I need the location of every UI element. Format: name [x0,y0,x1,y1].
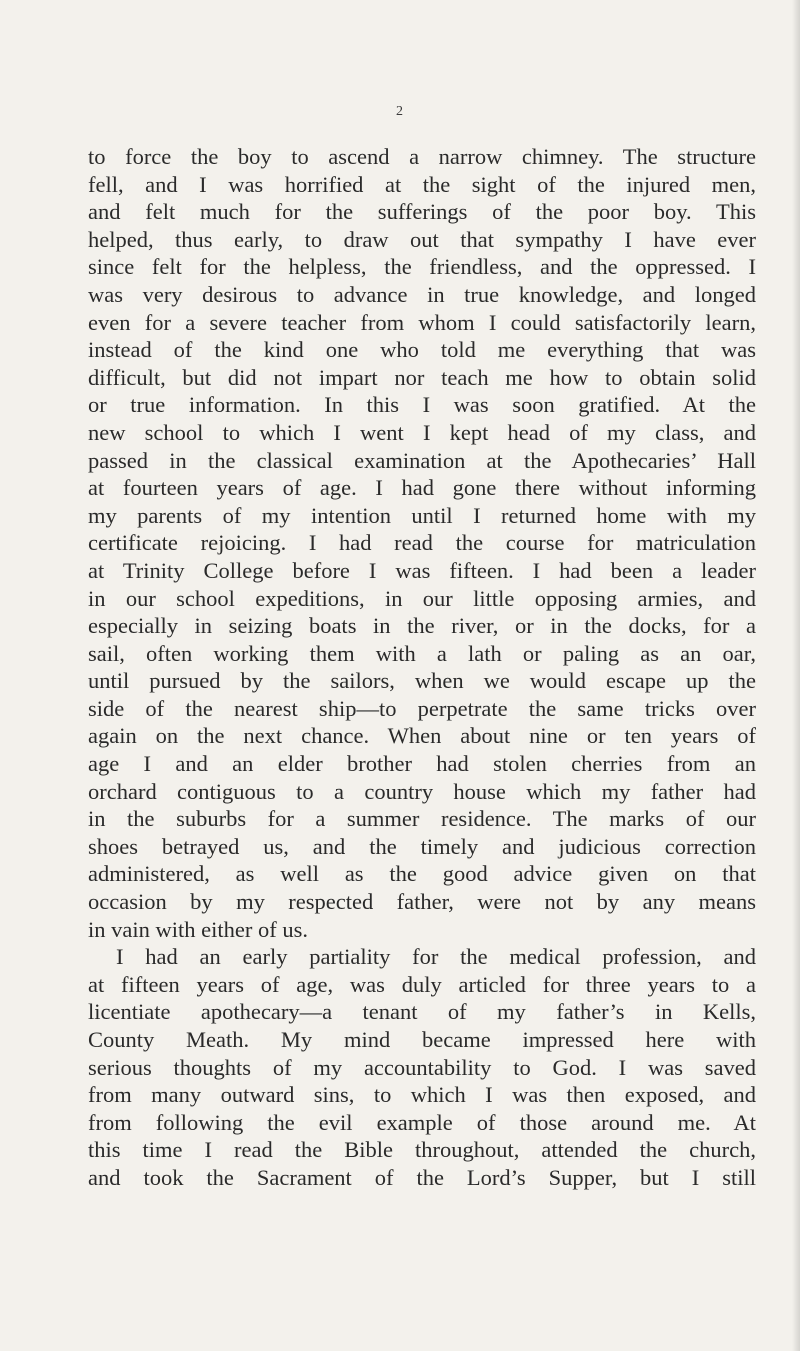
text-line: helped, thus early, to draw out that sympathy I have ever [88,226,756,252]
text-line: since felt for the helpless, the friendless, and the oppressed. I [88,254,756,280]
text-line: licentiate apothecary—a tenant of my father’s in Kells, [88,999,756,1025]
text-line: from following the evil example of those around me. At [88,1109,756,1135]
text-line: was very desirous to advance in true knowledge, and longed [88,281,756,307]
page-edge-shadow [792,0,800,1351]
text-line-paragraph-start: I had an early partiality for the medical profession, and [116,944,756,970]
text-line-paragraph-end: in vain with either of us. [88,916,308,942]
text-line: my parents of my intention until I returned home with my [88,502,756,528]
text-line: sail, often working them with a lath or paling as an oar, [88,640,756,666]
text-line: orchard contiguous to a country house which my father had [88,778,756,804]
text-line: until pursued by the sailors, when we would escape up the [88,668,756,694]
text-line: age I and an elder brother had stolen cherries from an [88,751,756,777]
text-line: at fourteen years of age. I had gone there without informing [88,475,756,501]
text-line: instead of the kind one who told me everything that was [88,337,756,363]
text-line: even for a severe teacher from whom I could satisfactorily learn, [88,309,756,335]
page-number: 2 [396,104,404,119]
text-line: side of the nearest ship—to perpetrate the same tricks over [88,695,756,721]
text-line: again on the next chance. When about nine or ten years of [88,723,756,749]
text-line: or true information. In this I was soon gratified. At the [88,392,756,418]
text-line: County Meath. My mind became impressed here with [88,1027,756,1052]
text-line: at fifteen years of age, was duly articled for three years to a [88,971,756,997]
body-text [88,143,756,1192]
text-line: difficult, but did not impart nor teach me how to obtain solid [88,364,756,390]
text-line: in the suburbs for a summer residence. The marks of our [88,806,756,832]
text-line: and took the Sacrament of the Lord’s Supper, but I still [88,1164,756,1190]
text-line: especially in seizing boats in the river, or in the docks, for a [88,613,756,639]
text-line: at Trinity College before I was fifteen. I had been a leader [88,557,756,583]
text-line: fell, and I was horrified at the sight of the injured men, [88,171,756,197]
text-line: new school to which I went I kept head of my class, and [88,419,756,445]
text-line: occasion by my respected father, were not by any means [88,889,756,915]
text-line: this time I read the Bible throughout, attended the church, [88,1137,756,1163]
text-line: administered, as well as the good advice given on that [88,861,756,887]
text-line: certificate rejoicing. I had read the course for matriculation [88,530,756,556]
text-line: shoes betrayed us, and the timely and judicious correction [88,833,756,859]
text-line: and felt much for the sufferings of the poor boy. This [88,199,756,225]
text-line: in our school expeditions, in our little opposing armies, and [88,585,756,611]
text-line: from many outward sins, to which I was then exposed, and [88,1082,756,1108]
text-line: serious thoughts of my accountability to God. I was saved [88,1054,756,1080]
text-line: passed in the classical examination at the Apothecaries’ Hall [88,447,756,473]
text-line: to force the boy to ascend a narrow chimney. The structure [88,144,756,169]
